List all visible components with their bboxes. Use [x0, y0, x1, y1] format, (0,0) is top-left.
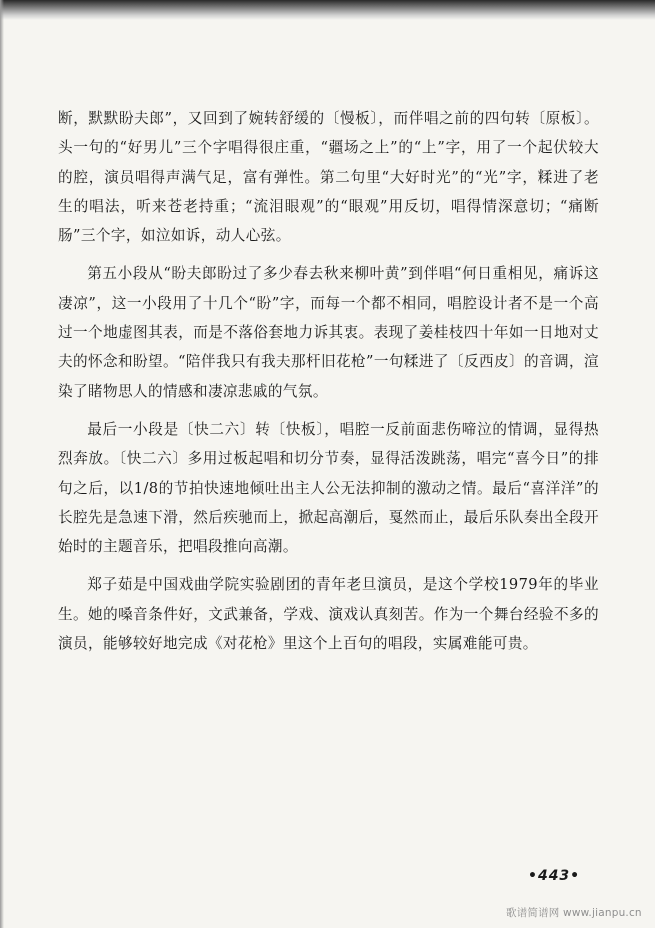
page-number: •443•	[528, 868, 581, 884]
scan-left-edge	[0, 0, 4, 928]
paragraph-2: 第五小段从“盼夫郎盼过了多少春去秋来柳叶黄”到伴唱“何日重相见，痛诉这凄凉”，这一小段用了十几个“盼”字，而每一个都不相同，唱腔设计者不是一个高过一个地虚图其表，而是不落俗套地力诉其衷。表现了姜桂枝四十年如一日地对丈夫的怀念和盼望。“陪伴我只有我夫那杆旧花枪”一句糅进了〔反西皮〕的音调，渲染了睹物思人的情感和凄凉悲戚的气氛。	[58, 265, 599, 400]
scan-top-edge	[0, 0, 655, 20]
paragraph-4: 郑子茹是中国戏曲学院实验剧团的青年老旦演员，是这个学校1979年的毕业生。她的嗓音条件好，文武兼备，学戏、演戏认真刻苦。作为一个舞台经验不多的演员，能够较好地完成《对花枪》里这个上百句的唱段，实属难能可贵。	[58, 576, 599, 653]
site-watermark: 歌谱简谱网 www.jianpu.cn	[506, 907, 642, 919]
paragraph-1: 断，默默盼夫郎”，又回到了婉转舒缓的〔慢板〕，而伴唱之前的四句转〔原板〕。头一句的“好男儿”三个字唱得很庄重，“疆场之上”的“上”字，用了一个起伏较大的腔，演员唱得声满气足，富有弹性。第二句里“大好时光”的“光”字，糅进了老生的唱法，听来苍老持重；“流泪眼观”的“眼观”用反切，唱得情深意切；“痛断肠”三个字，如泣如诉，动人心弦。	[58, 110, 599, 245]
page-body	[58, 104, 599, 658]
paragraph-3: 最后一小段是〔快二六〕转〔快板〕，唱腔一反前面悲伤啼泣的情调，显得热烈奔放。〔快二六〕多用过板起唱和切分节奏，显得活泼跳荡，唱完“喜今日”的排句之后，以1/8的节拍快速地倾吐出主人公无法抑制的激动之情。最后“喜洋洋”的长腔先是急速下滑，然后疾驰而上，掀起高潮后，戛然而止，最后乐队奏出全段开始时的主题音乐，把唱段推向高潮。	[58, 420, 599, 556]
